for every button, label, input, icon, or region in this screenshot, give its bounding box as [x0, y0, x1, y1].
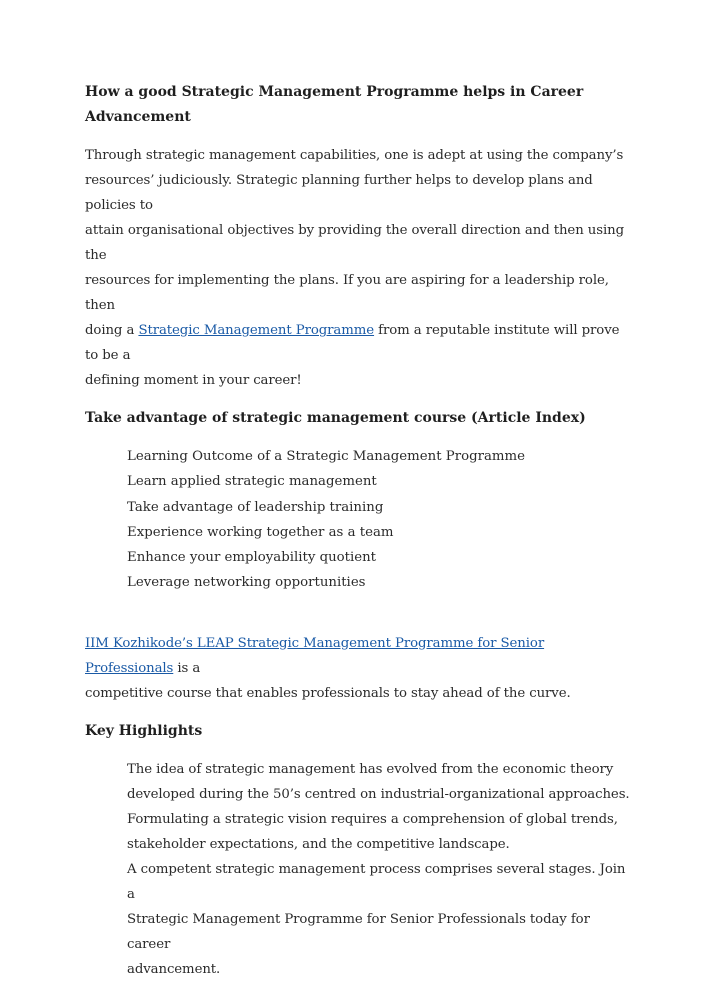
highlight-line: Formulating a strategic vision requires a comprehension of global trends, [127, 811, 618, 827]
highlight-line: stakeholder expectations, and the competitive landscape. [127, 836, 510, 852]
list-item: Learning Outcome of a Strategic Management Programme [127, 449, 525, 464]
intro-line: resources’ judiciously. Strategic planning further helps to develop plans and policies to [85, 173, 593, 213]
intro-line: attain organisational objectives by providing the overall direction and then using the [85, 223, 625, 263]
intro-line: defining moment in your career! [85, 373, 302, 388]
heading-line-1: How a good Strategic Management Programme helps in Career [85, 84, 584, 100]
intro-line: doing a [85, 323, 139, 338]
heading-line-2: Advancement [85, 109, 191, 125]
list-item: Leverage networking opportunities [127, 575, 366, 591]
heading-article-index: Take advantage of strategic management course (Article Index) [85, 410, 586, 426]
heading-career-advancement [85, 80, 630, 130]
list-item: Take advantage of leadership training [127, 499, 384, 515]
list-item: Experience working together as a team [127, 524, 394, 540]
promo-text: is a [173, 660, 201, 676]
list-item: Enhance your employability quotient [127, 550, 377, 566]
highlight-line: A competent strategic management process comprises several stages. Join a [127, 861, 626, 902]
list-item: Learn applied strategic management [127, 474, 377, 490]
intro-paragraph [85, 143, 630, 393]
intro-line: from a reputable institute will prove to be a [85, 323, 620, 363]
document-page [85, 80, 630, 982]
highlight-line: The idea of strategic management has evolved from the economic theory [127, 761, 614, 777]
intro-line: Through strategic management capabilities, one is adept at using the company’s [85, 148, 624, 163]
iim-kozhikode-leap-link[interactable]: IIM Kozhikode’s LEAP Strategic Management Programme for Senior Professionals [85, 635, 545, 676]
promo-paragraph [85, 631, 630, 706]
strategic-management-programme-link[interactable]: Strategic Management Programme [138, 323, 375, 338]
highlight-line: developed during the 50’s centred on industrial-organizational approaches. [127, 786, 630, 802]
key-highlights-paragraph [85, 757, 630, 982]
highlight-line: advancement. [127, 961, 221, 977]
promo-text: competitive course that enables professionals to stay ahead of the curve. [85, 685, 571, 701]
highlight-line: Strategic Management Programme for Senior Professionals today for career [127, 911, 590, 952]
intro-line: resources for implementing the plans. If you are aspiring for a leadership role, then [85, 273, 609, 313]
article-index-list [85, 444, 630, 596]
heading-key-highlights: Key Highlights [85, 722, 203, 739]
